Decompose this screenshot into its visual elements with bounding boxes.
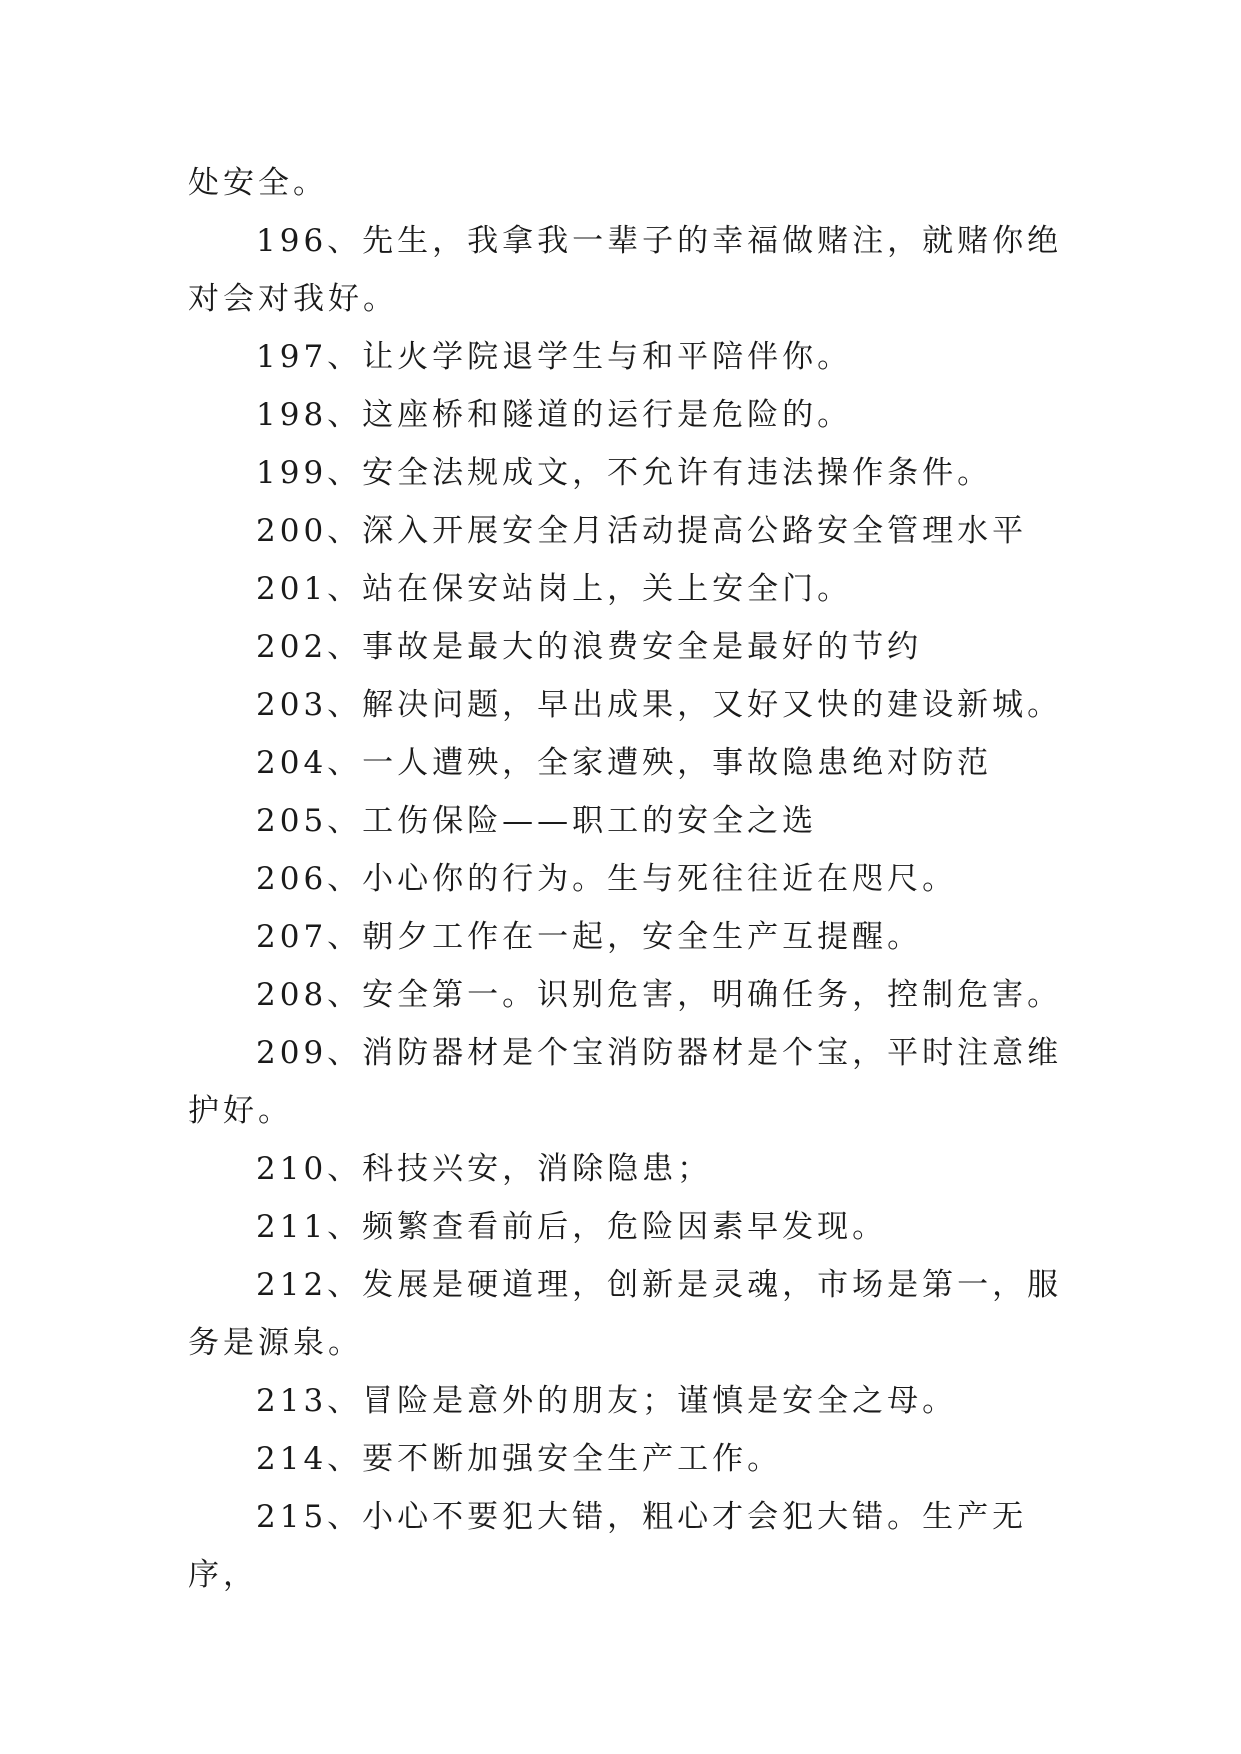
paragraph: 197、让火学院退学生与和平陪伴你。 [256, 339, 853, 375]
paragraph: 208、安全第一。识别危害，明确任务，控制危害。 [256, 977, 1063, 1013]
paragraph: 202、事故是最大的浪费安全是最好的节约 [256, 629, 923, 665]
paragraph: 205、工伤保险——职工的安全之选 [256, 803, 818, 839]
paragraph: 215、小心不要犯大错，粗心才会犯大错。生产无序， [188, 1499, 1028, 1593]
document-body [188, 154, 1068, 1604]
paragraph: 214、要不断加强安全生产工作。 [256, 1441, 783, 1477]
paragraph: 200、深入开展安全月活动提高公路安全管理水平 [256, 513, 1028, 549]
paragraph: 196、先生，我拿我一辈子的幸福做赌注，就赌你绝对会对我好。 [188, 223, 1063, 317]
paragraph: 199、安全法规成文，不允许有违法操作条件。 [256, 455, 993, 491]
paragraph: 201、站在保安站岗上，关上安全门。 [256, 571, 853, 607]
paragraph: 210、科技兴安，消除隐患； [256, 1151, 713, 1187]
paragraph: 204、一人遭殃，全家遭殃，事故隐患绝对防范 [256, 745, 993, 781]
paragraph: 212、发展是硬道理，创新是灵魂，市场是第一，服务是源泉。 [188, 1267, 1063, 1361]
paragraph: 206、小心你的行为。生与死往往近在咫尺。 [256, 861, 958, 897]
paragraph: 198、这座桥和隧道的运行是危险的。 [256, 397, 853, 433]
paragraph: 203、解决问题，早出成果，又好又快的建设新城。 [256, 687, 1063, 723]
paragraph: 211、频繁查看前后，危险因素早发现。 [256, 1209, 888, 1245]
paragraph: 处安全。 [188, 165, 328, 201]
paragraph: 213、冒险是意外的朋友；谨慎是安全之母。 [256, 1383, 958, 1419]
paragraph: 207、朝夕工作在一起，安全生产互提醒。 [256, 919, 923, 955]
paragraph: 209、消防器材是个宝消防器材是个宝，平时注意维护好。 [188, 1035, 1063, 1129]
